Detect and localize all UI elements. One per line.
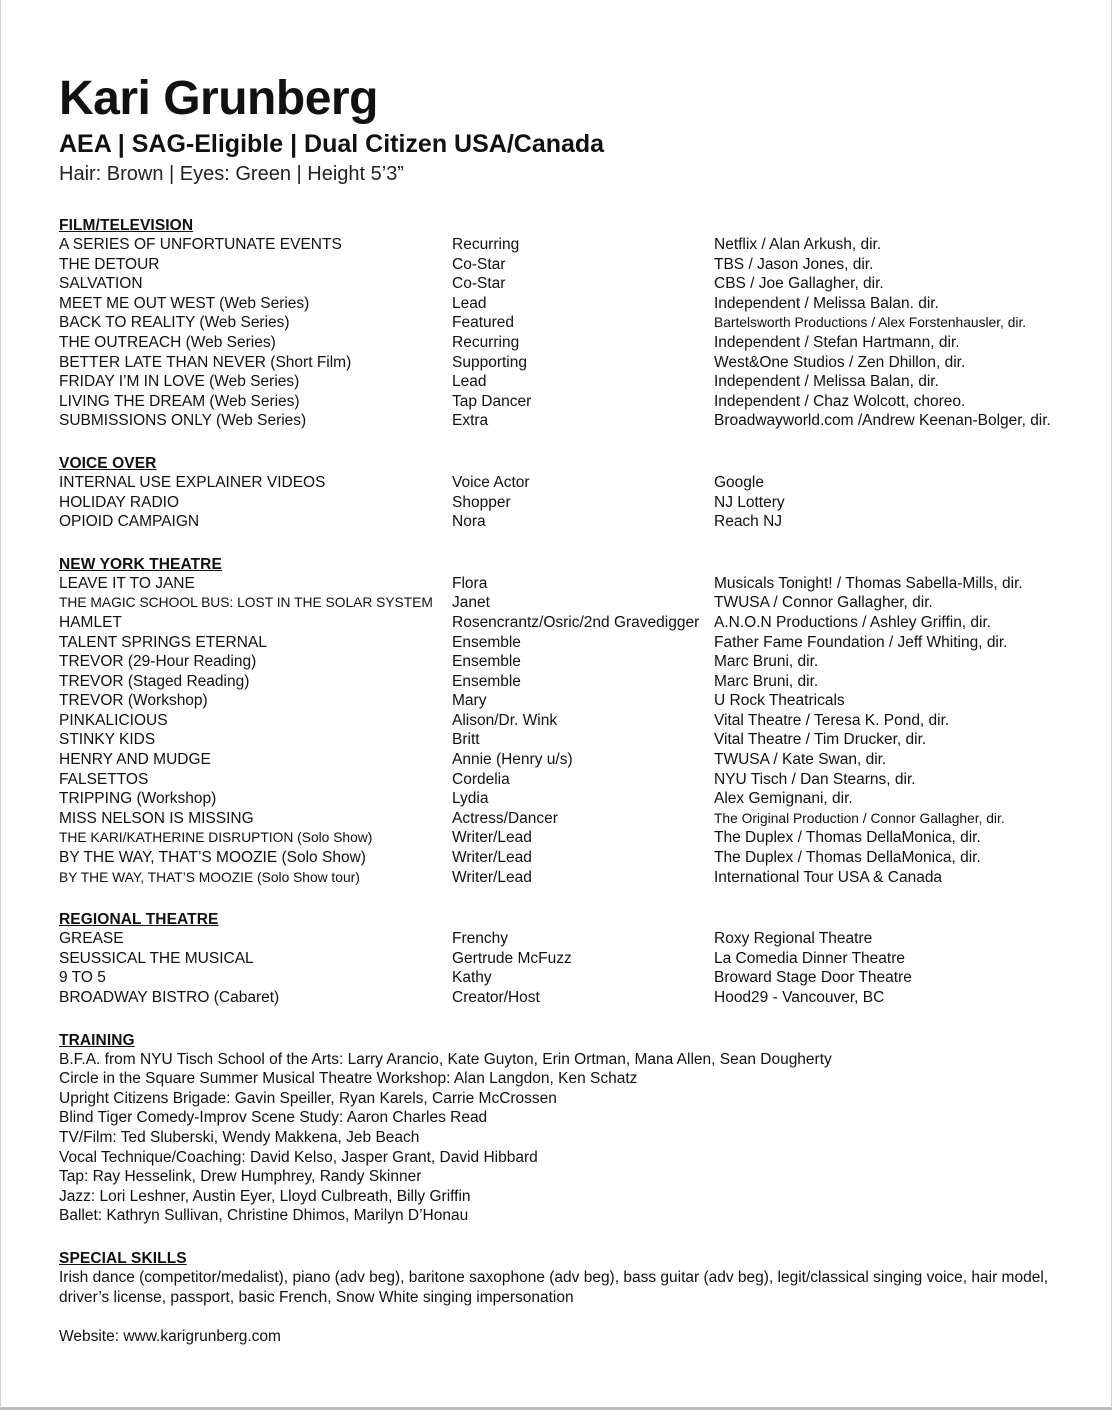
credit-role: Alison/Dr. Wink [452, 711, 558, 729]
credit-row [59, 333, 1079, 353]
credit-role: Recurring [452, 236, 520, 253]
credit-role: Actress/Dancer [452, 809, 558, 827]
credit-company: Roxy Regional Theatre [714, 930, 873, 948]
credit-role: Cordelia [452, 770, 510, 788]
credit-row [59, 828, 1079, 848]
credit-role: Shopper [452, 493, 511, 511]
credit-row [59, 633, 1079, 653]
credit-title: MEET ME OUT WEST (Web Series) [59, 294, 310, 312]
credit-title: HAMLET [59, 613, 122, 631]
voice-over-heading: VOICE OVER [59, 454, 157, 472]
credit-row [59, 574, 1079, 594]
credit-company: CBS / Joe Gallagher, dir. [714, 275, 884, 293]
credit-row [59, 255, 1079, 275]
credit-company: Independent / Melissa Balan. dir. [714, 294, 939, 312]
credit-company: NYU Tisch / Dan Stearns, dir. [714, 770, 916, 788]
credit-title: FALSETTOS [59, 770, 149, 788]
film-tv-rows [59, 235, 1079, 431]
credit-role: Voice Actor [452, 473, 530, 491]
credit-role: Ensemble [452, 633, 521, 651]
credit-title: TRIPPING (Workshop) [59, 790, 217, 808]
training-section [59, 1032, 1079, 1226]
credit-role: Lead [452, 294, 487, 312]
voice-over-section [59, 455, 1079, 532]
credit-role: Gertrude McFuzz [452, 949, 572, 967]
credit-company: Alex Gemignani, dir. [714, 790, 853, 808]
credit-row [59, 672, 1079, 692]
credit-company: TWUSA / Connor Gallagher, dir. [714, 594, 933, 612]
credit-title: SEUSSICAL THE MUSICAL [59, 949, 254, 967]
credit-company: U Rock Theatricals [714, 692, 845, 710]
ny-theatre-heading: NEW YORK THEATRE [59, 555, 222, 573]
training-line: Circle in the Square Summer Musical Theatre Workshop: Alan Langdon, Ken Schatz [59, 1070, 638, 1088]
film-tv-heading: FILM/TELEVISION [59, 217, 194, 234]
credit-company: International Tour USA & Canada [714, 868, 943, 886]
credit-role: Writer/Lead [452, 868, 532, 886]
credit-row [59, 274, 1079, 294]
credit-row [59, 809, 1079, 829]
credit-company: Reach NJ [714, 513, 783, 531]
credit-row [59, 789, 1079, 809]
regional-theatre-section [59, 911, 1079, 1007]
credit-title: THE KARI/KATHERINE DISRUPTION (Solo Show) [59, 830, 373, 846]
special-skills-heading: SPECIAL SKILLS [59, 1249, 187, 1267]
credit-role: Writer/Lead [452, 849, 532, 867]
special-skills-text: Irish dance (competitor/medalist), piano (adv beg), baritone saxophone (adv beg), bass guitar (adv beg), legit/classical singing voice, hair model, driver’s license, passport, basic French, Snow White singing impersonation [59, 1268, 1049, 1306]
credit-title: TREVOR (Staged Reading) [59, 672, 250, 690]
credit-row [59, 691, 1079, 711]
credit-row [59, 353, 1079, 373]
credit-title: BY THE WAY, THAT’S MOOZIE (Solo Show) [59, 849, 366, 867]
credit-title: HENRY AND MUDGE [59, 751, 211, 769]
training-line: Upright Citizens Brigade: Gavin Speiller, Ryan Karels, Carrie McCrossen [59, 1089, 557, 1107]
credit-row [59, 968, 1079, 988]
regional-theatre-heading: REGIONAL THEATRE [59, 911, 219, 929]
credit-company: TBS / Jason Jones, dir. [714, 255, 874, 273]
physical-stats: Hair: Brown | Eyes: Green | Height 5’3” [59, 163, 404, 185]
credit-title: TALENT SPRINGS ETERNAL [59, 633, 267, 651]
credit-role: Extra [452, 412, 489, 430]
credit-row [59, 750, 1079, 770]
credit-role: Ensemble [452, 672, 521, 690]
credit-role: Co-Star [452, 255, 506, 273]
credit-role: Flora [452, 574, 488, 592]
credit-company: Independent / Stefan Hartmann, dir. [714, 333, 960, 351]
credit-title: LIVING THE DREAM (Web Series) [59, 392, 300, 410]
credit-row [59, 988, 1079, 1008]
training-line: TV/Film: Ted Sluberski, Wendy Makkena, Jeb Beach [59, 1128, 420, 1146]
credit-company: Vital Theatre / Teresa K. Pond, dir. [714, 711, 950, 729]
credit-role: Frenchy [452, 930, 508, 948]
credit-company: Google [714, 473, 764, 491]
credit-company: Vital Theatre / Tim Drucker, dir. [714, 731, 927, 749]
credit-role: Lead [452, 373, 487, 391]
credit-title: MISS NELSON IS MISSING [59, 809, 254, 827]
ny-theatre-rows [59, 574, 1079, 888]
credit-title: BROADWAY BISTRO (Cabaret) [59, 989, 280, 1006]
credit-title: A SERIES OF UNFORTUNATE EVENTS [59, 236, 342, 253]
credit-row [59, 411, 1079, 431]
credit-company: Marc Bruni, dir. [714, 672, 819, 690]
credit-title: BY THE WAY, THAT’S MOOZIE (Solo Show tour) [59, 869, 360, 885]
actor-name: Kari Grunberg [59, 72, 378, 125]
special-skills-section [59, 1250, 1079, 1307]
credit-title: PINKALICIOUS [59, 711, 168, 729]
credit-row [59, 868, 1079, 888]
credit-row [59, 652, 1079, 672]
union-status: AEA | SAG-Eligible | Dual Citizen USA/Canada [59, 130, 605, 158]
credit-row [59, 493, 1079, 513]
training-line: Jazz: Lori Leshner, Austin Eyer, Lloyd Culbreath, Billy Griffin [59, 1187, 471, 1205]
credit-row [59, 372, 1079, 392]
training-line: B.F.A. from NYU Tisch School of the Arts: Larry Arancio, Kate Guyton, Erin Ortman, Mana Allen, Sean Dougherty [59, 1050, 832, 1068]
credit-title: LEAVE IT TO JANE [59, 574, 195, 592]
credit-role: Nora [452, 513, 486, 531]
credit-role: Recurring [452, 333, 520, 351]
credit-title: THE OUTREACH (Web Series) [59, 333, 276, 351]
website-line: Website: www.karigrunberg.com [59, 1328, 281, 1346]
credit-title: STINKY KIDS [59, 731, 156, 749]
credit-row [59, 949, 1079, 969]
credit-title: THE DETOUR [59, 255, 160, 273]
credit-company: Father Fame Foundation / Jeff Whiting, dir. [714, 633, 1008, 651]
credit-title: BACK TO REALITY (Web Series) [59, 314, 290, 332]
resume-content [59, 72, 1079, 1347]
credit-role: Ensemble [452, 653, 521, 671]
regional-theatre-rows [59, 929, 1079, 1007]
credit-role: Supporting [452, 353, 527, 371]
credit-row [59, 593, 1079, 613]
credit-company: The Duplex / Thomas DellaMonica, dir. [714, 849, 981, 867]
credit-row [59, 473, 1079, 493]
credit-title: 9 TO 5 [59, 969, 106, 987]
credit-title: INTERNAL USE EXPLAINER VIDEOS [59, 473, 326, 491]
credit-company: Bartelsworth Productions / Alex Forstenhausler, dir. [714, 315, 1027, 331]
film-tv-section [59, 217, 1079, 431]
credit-company: Independent / Chaz Wolcott, choreo. [714, 392, 966, 410]
credit-company: Netflix / Alan Arkush, dir. [714, 236, 882, 253]
credit-company: The Original Production / Connor Gallagher, dir. [714, 810, 1005, 826]
credit-row [59, 613, 1079, 633]
credit-title: TREVOR (Workshop) [59, 692, 208, 710]
training-lines [59, 1050, 1079, 1226]
credit-company: The Duplex / Thomas DellaMonica, dir. [714, 829, 981, 847]
ny-theatre-section [59, 556, 1079, 888]
training-line: Vocal Technique/Coaching: David Kelso, Jasper Grant, David Hibbard [59, 1148, 538, 1166]
credit-row [59, 313, 1079, 333]
credit-role: Rosencrantz/Osric/2nd Gravedigger [452, 613, 700, 631]
credit-company: Hood29 - Vancouver, BC [714, 989, 885, 1006]
credit-role: Featured [452, 314, 515, 332]
credit-title: BETTER LATE THAN NEVER (Short Film) [59, 353, 352, 371]
credit-title: OPIOID CAMPAIGN [59, 513, 200, 531]
credit-role: Lydia [452, 790, 489, 808]
credit-role: Mary [452, 692, 487, 710]
credit-title: THE MAGIC SCHOOL BUS: LOST IN THE SOLAR SYSTEM [59, 595, 433, 611]
credit-company: NJ Lottery [714, 493, 785, 511]
voice-over-rows [59, 473, 1079, 532]
credit-role: Annie (Henry u/s) [452, 751, 573, 769]
credit-role: Creator/Host [452, 989, 540, 1006]
credit-company: Marc Bruni, dir. [714, 653, 819, 671]
credit-company: West&One Studios / Zen Dhillon, dir. [714, 353, 966, 371]
credit-row [59, 848, 1079, 868]
credit-title: GREASE [59, 930, 124, 948]
credit-role: Co-Star [452, 275, 506, 293]
credit-row [59, 392, 1079, 412]
credit-title: SALVATION [59, 275, 143, 293]
training-line: Tap: Ray Hesselink, Drew Humphrey, Randy Skinner [59, 1168, 422, 1186]
credit-row [59, 512, 1079, 532]
training-heading: TRAINING [59, 1031, 135, 1049]
credit-role: Writer/Lead [452, 829, 532, 847]
credit-role: Janet [452, 594, 490, 612]
credit-row [59, 235, 1079, 255]
credit-row [59, 730, 1079, 750]
credit-title: HOLIDAY RADIO [59, 493, 180, 511]
credit-row [59, 929, 1079, 949]
credit-company: Independent / Melissa Balan, dir. [714, 373, 939, 391]
credit-row [59, 294, 1079, 314]
training-line: Blind Tiger Comedy-Improv Scene Study: Aaron Charles Read [59, 1109, 488, 1127]
credit-company: Broadwayworld.com /Andrew Keenan-Bolger, dir. [714, 412, 1051, 430]
credit-company: La Comedia Dinner Theatre [714, 949, 905, 967]
credit-company: Broward Stage Door Theatre [714, 969, 912, 987]
credit-row [59, 711, 1079, 731]
credit-company: TWUSA / Kate Swan, dir. [714, 751, 887, 769]
training-line: Ballet: Kathryn Sullivan, Christine Dhimos, Marilyn D’Honau [59, 1207, 469, 1225]
credit-role: Britt [452, 731, 480, 749]
credit-title: SUBMISSIONS ONLY (Web Series) [59, 412, 307, 430]
credit-row [59, 770, 1079, 790]
credit-company: Musicals Tonight! / Thomas Sabella-Mills, dir. [714, 574, 1023, 592]
credit-company: A.N.O.N Productions / Ashley Griffin, dir. [714, 613, 992, 631]
credit-role: Tap Dancer [452, 392, 532, 410]
credit-role: Kathy [452, 969, 492, 987]
credit-title: FRIDAY I’M IN LOVE (Web Series) [59, 373, 300, 391]
credit-title: TREVOR (29-Hour Reading) [59, 653, 257, 671]
